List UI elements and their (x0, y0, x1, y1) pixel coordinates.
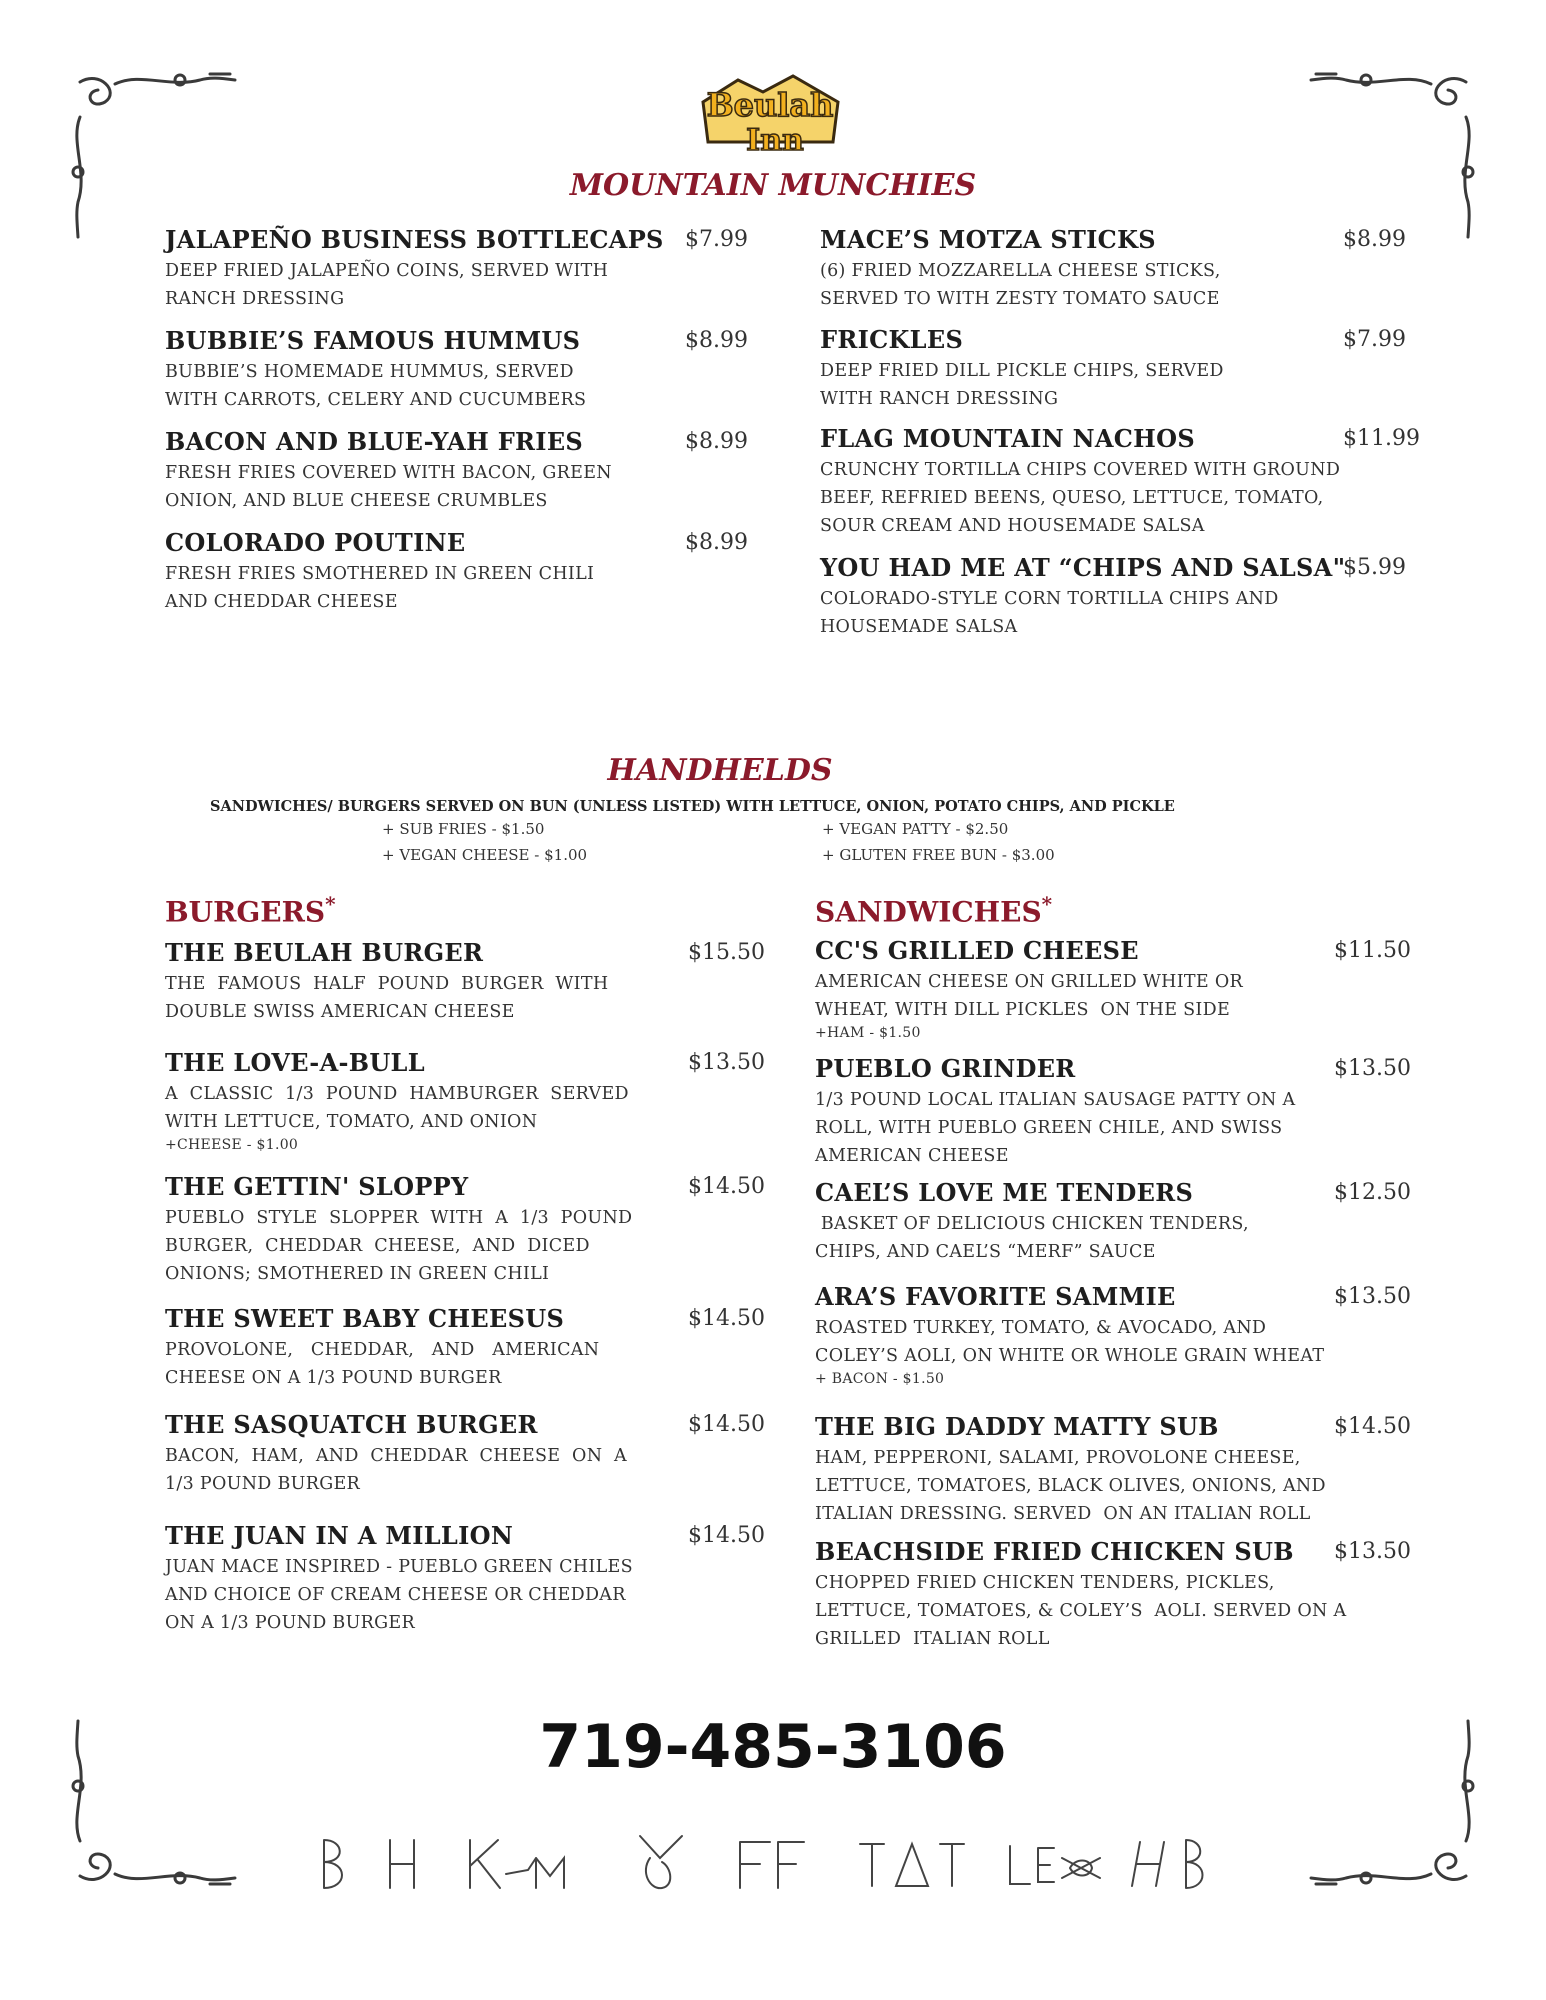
phone-number: 719-485-3106 (539, 1712, 1007, 1782)
munchies-item-name: FRICKLES (820, 325, 964, 354)
sandwich-item-price: $14.50 (1334, 1414, 1411, 1439)
burger-item-description (165, 970, 625, 1026)
addon-vegan-patty: + VEGAN PATTY - $2.50 (822, 820, 1009, 838)
munchies-item (820, 424, 1340, 540)
sandwich-item-description (815, 1210, 1335, 1266)
munchies-item-description (165, 560, 645, 616)
sandwich-item-description-line: ROASTED TURKEY, TOMATO, & AVOCADO, AND (815, 1318, 1267, 1338)
munchies-item (165, 427, 645, 515)
munchies-item-description-line: COLORADO-STYLE CORN TORTILLA CHIPS AND (820, 589, 1279, 609)
sandwich-item (815, 1282, 1335, 1388)
munchies-item-description-line: CRUNCHY TORTILLA CHIPS COVERED WITH GROUND (820, 460, 1341, 480)
burger-item (165, 1410, 625, 1498)
burgers-heading-star: * (325, 892, 336, 916)
munchies-item-description (820, 456, 1340, 540)
sandwich-item-description-line: ROLL, WITH PUEBLO GREEN CHILE, AND SWISS (815, 1118, 1283, 1138)
burger-item-description-line: ON A 1/3 POUND BURGER (165, 1613, 415, 1633)
sandwich-item-name: PUEBLO GRINDER (815, 1054, 1076, 1083)
burger-item-description-line: BURGER, CHEDDAR CHEESE, AND DICED (165, 1236, 590, 1256)
sandwich-item-price: $13.50 (1334, 1539, 1411, 1564)
burger-item-name: THE LOVE-A-BULL (165, 1048, 425, 1077)
burger-item-name: THE GETTIN' SLOPPY (165, 1172, 469, 1201)
munchies-item-price: $8.99 (1343, 227, 1406, 252)
sandwich-item-name: THE BIG DADDY MATTY SUB (815, 1412, 1219, 1441)
munchies-item (820, 553, 1346, 641)
sandwich-item-description (815, 1086, 1335, 1170)
burger-item-name: THE BEULAH BURGER (165, 938, 484, 967)
burger-item-price: $13.50 (688, 1050, 765, 1075)
sandwich-item-description-line: AMERICAN CHEESE (815, 1146, 1009, 1166)
sandwich-item-description-line: LETTUCE, TOMATOES, BLACK OLIVES, ONIONS, AND (815, 1476, 1326, 1496)
sandwich-item-description-line: LETTUCE, TOMATOES, & COLEY’S AOLI. SERVED ON A (815, 1601, 1347, 1621)
sandwich-item-description (815, 1444, 1335, 1528)
sandwich-item-price: $13.50 (1334, 1056, 1411, 1081)
munchies-item (820, 325, 1340, 413)
burger-item-description (165, 1336, 625, 1392)
sandwiches-heading (815, 892, 1052, 928)
munchies-item-price: $8.99 (685, 530, 748, 555)
sandwich-item (815, 1178, 1335, 1266)
munchies-item-description-line: WITH RANCH DRESSING (820, 389, 1059, 409)
burger-item-description-line: CHEESE ON A 1/3 POUND BURGER (165, 1368, 502, 1388)
munchies-item-description-line: RANCH DRESSING (165, 289, 345, 309)
munchies-item-description-line: WITH CARROTS, CELERY AND CUCUMBERS (165, 390, 587, 410)
munchies-item (820, 225, 1340, 313)
munchies-item-price: $8.99 (685, 328, 748, 353)
munchies-item (165, 528, 645, 616)
munchies-item-description-line: BUBBIE’S HOMEMADE HUMMUS, SERVED (165, 362, 574, 382)
addon-gluten-free-bun: + GLUTEN FREE BUN - $3.00 (822, 846, 1055, 864)
burger-item-description-line: PUEBLO STYLE SLOPPER WITH A 1/3 POUND (165, 1208, 633, 1228)
burger-item-description-line: BACON, HAM, AND CHEDDAR CHEESE ON A (165, 1446, 627, 1466)
munchies-item-name: BUBBIE’S FAMOUS HUMMUS (165, 326, 581, 355)
sandwich-item-addon: + BACON - $1.50 (815, 1371, 945, 1387)
sandwiches-heading-text: SANDWICHES (815, 895, 1042, 929)
sandwich-item-description-line: CHIPS, AND CAEL’S “MERF” SAUCE (815, 1242, 1156, 1262)
munchies-item-description-line: ONION, AND BLUE CHEESE CRUMBLES (165, 491, 548, 511)
burger-item (165, 1521, 633, 1637)
burger-item-description (165, 1080, 629, 1154)
handhelds-title: HANDHELDS (607, 753, 833, 788)
burger-item-name: THE JUAN IN A MILLION (165, 1521, 514, 1550)
burger-item-price: $14.50 (688, 1306, 765, 1331)
mountain-munchies-title: MOUNTAIN MUNCHIES (569, 168, 977, 203)
munchies-item-name: COLORADO POUTINE (165, 528, 466, 557)
sandwich-item-description-line: WHEAT, WITH DILL PICKLES ON THE SIDE (815, 1000, 1231, 1020)
sandwich-item-description (815, 1569, 1347, 1653)
munchies-item-name: BACON AND BLUE-YAH FRIES (165, 427, 584, 456)
sandwich-item-description (815, 968, 1335, 1042)
burger-item-name: THE SASQUATCH BURGER (165, 1410, 538, 1439)
munchies-item-name: MACE’S MOTZA STICKS (820, 225, 1156, 254)
burger-item-description-line: PROVOLONE, CHEDDAR, AND AMERICAN (165, 1340, 600, 1360)
sandwich-item-description-line: COLEY’S AOLI, ON WHITE OR WHOLE GRAIN WHEAT (815, 1346, 1325, 1366)
sandwich-item-addon: +HAM - $1.50 (815, 1025, 921, 1041)
burger-item-price: $14.50 (688, 1412, 765, 1437)
munchies-item-price: $8.99 (685, 429, 748, 454)
burgers-heading-text: BURGERS (165, 895, 326, 929)
munchies-item-description-line: SOUR CREAM AND HOUSEMADE SALSA (820, 516, 1205, 536)
burger-item-addon: +CHEESE - $1.00 (165, 1137, 299, 1153)
munchies-item-description (165, 257, 645, 313)
munchies-item-name: JALAPEÑO BUSINESS BOTTLECAPS (165, 225, 664, 254)
addon-vegan-cheese: + VEGAN CHEESE - $1.00 (382, 846, 588, 864)
sandwich-item-description-line: BASKET OF DELICIOUS CHICKEN TENDERS, (815, 1214, 1249, 1234)
sandwich-item-name: BEACHSIDE FRIED CHICKEN SUB (815, 1537, 1294, 1566)
sandwich-item-price: $12.50 (1334, 1180, 1411, 1205)
cattle-brands-signatures (310, 1828, 1210, 1898)
sandwich-item-price: $13.50 (1334, 1284, 1411, 1309)
munchies-item-description-line: DEEP FRIED JALAPEÑO COINS, SERVED WITH (165, 261, 609, 281)
burger-item-description-line: DOUBLE SWISS AMERICAN CHEESE (165, 1002, 515, 1022)
burger-item-description (165, 1204, 633, 1288)
munchies-item-price: $5.99 (1343, 555, 1406, 580)
munchies-item-description-line: FRESH FRIES SMOTHERED IN GREEN CHILI (165, 564, 595, 584)
munchies-item-description (165, 358, 645, 414)
munchies-item-description (820, 357, 1340, 413)
beulah-inn-logo (693, 72, 848, 167)
sandwich-item-name: CAEL’S LOVE ME TENDERS (815, 1178, 1194, 1207)
sandwiches-heading-star: * (1041, 892, 1053, 916)
sandwich-item-description-line: CHOPPED FRIED CHICKEN TENDERS, PICKLES, (815, 1573, 1275, 1593)
munchies-item-name: YOU HAD ME AT “CHIPS AND SALSA" (820, 553, 1346, 582)
burger-item-price: $14.50 (688, 1174, 765, 1199)
sandwich-item-name: ARA’S FAVORITE SAMMIE (815, 1282, 1176, 1311)
munchies-item-description-line: HOUSEMADE SALSA (820, 617, 1018, 637)
munchies-item (165, 326, 645, 414)
burger-item (165, 1172, 633, 1288)
burger-item-description-line: A CLASSIC 1/3 POUND HAMBURGER SERVED (165, 1084, 629, 1104)
burger-item (165, 1048, 629, 1154)
sandwich-item (815, 936, 1335, 1042)
sandwich-item-description-line: GRILLED ITALIAN ROLL (815, 1629, 1050, 1649)
sandwich-item-description-line: AMERICAN CHEESE ON GRILLED WHITE OR (815, 972, 1243, 992)
sandwich-item (815, 1412, 1335, 1528)
burger-item-description-line: ONIONS; SMOTHERED IN GREEN CHILI (165, 1264, 550, 1284)
munchies-item-price: $11.99 (1343, 426, 1420, 451)
munchies-item-name: FLAG MOUNTAIN NACHOS (820, 424, 1195, 453)
munchies-item-description-line: DEEP FRIED DILL PICKLE CHIPS, SERVED (820, 361, 1224, 381)
svg-text:Beulah: Beulah (706, 86, 834, 124)
sandwich-item-description-line: 1/3 POUND LOCAL ITALIAN SAUSAGE PATTY ON A (815, 1090, 1296, 1110)
munchies-item-price: $7.99 (685, 227, 748, 252)
burger-item-description-line: WITH LETTUCE, TOMATO, AND ONION (165, 1112, 538, 1132)
munchies-item-description-line: (6) FRIED MOZZARELLA CHEESE STICKS, (820, 261, 1221, 281)
munchies-item-description (820, 585, 1340, 641)
munchies-item-description (165, 459, 645, 515)
munchies-item-description-line: AND CHEDDAR CHEESE (165, 592, 398, 612)
burger-item-description-line: THE FAMOUS HALF POUND BURGER WITH (165, 974, 609, 994)
munchies-item (165, 225, 664, 313)
munchies-item-price: $7.99 (1343, 327, 1406, 352)
munchies-item-description-line: BEEF, REFRIED BEENS, QUESO, LETTUCE, TOMATO, (820, 488, 1324, 508)
burger-item (165, 1304, 625, 1392)
burger-item-price: $15.50 (688, 940, 765, 965)
sandwich-item-name: CC'S GRILLED CHEESE (815, 936, 1139, 965)
burger-item-description (165, 1553, 633, 1637)
sandwich-item (815, 1537, 1347, 1653)
sandwich-item-description-line: ITALIAN DRESSING. SERVED ON AN ITALIAN ROLL (815, 1504, 1311, 1524)
sandwich-item-price: $11.50 (1334, 938, 1411, 963)
addon-sub-fries: + SUB FRIES - $1.50 (382, 820, 545, 838)
munchies-item-description-line: FRESH FRIES COVERED WITH BACON, GREEN (165, 463, 612, 483)
munchies-item-description (820, 257, 1340, 313)
sandwich-item-description (815, 1314, 1335, 1388)
burgers-heading (165, 892, 336, 928)
munchies-item-description-line: SERVED TO WITH ZESTY TOMATO SAUCE (820, 289, 1220, 309)
burger-item-description-line: 1/3 POUND BURGER (165, 1474, 361, 1494)
burger-item-price: $14.50 (688, 1523, 765, 1548)
burger-item-description (165, 1442, 625, 1498)
sandwich-item-description-line: HAM, PEPPERONI, SALAMI, PROVOLONE CHEESE, (815, 1448, 1301, 1468)
burger-item-name: THE SWEET BABY CHEESUS (165, 1304, 565, 1333)
handhelds-note: SANDWICHES/ BURGERS SERVED ON BUN (UNLESS LISTED) WITH LETTUCE, ONION, POTATO CHIPS, AND PICKLE (210, 798, 1175, 815)
burger-item-description-line: AND CHOICE OF CREAM CHEESE OR CHEDDAR (165, 1585, 626, 1605)
svg-text:Inn: Inn (746, 123, 804, 158)
burger-item-description-line: JUAN MACE INSPIRED - PUEBLO GREEN CHILES (165, 1557, 633, 1577)
burger-item (165, 938, 625, 1026)
sandwich-item (815, 1054, 1335, 1170)
